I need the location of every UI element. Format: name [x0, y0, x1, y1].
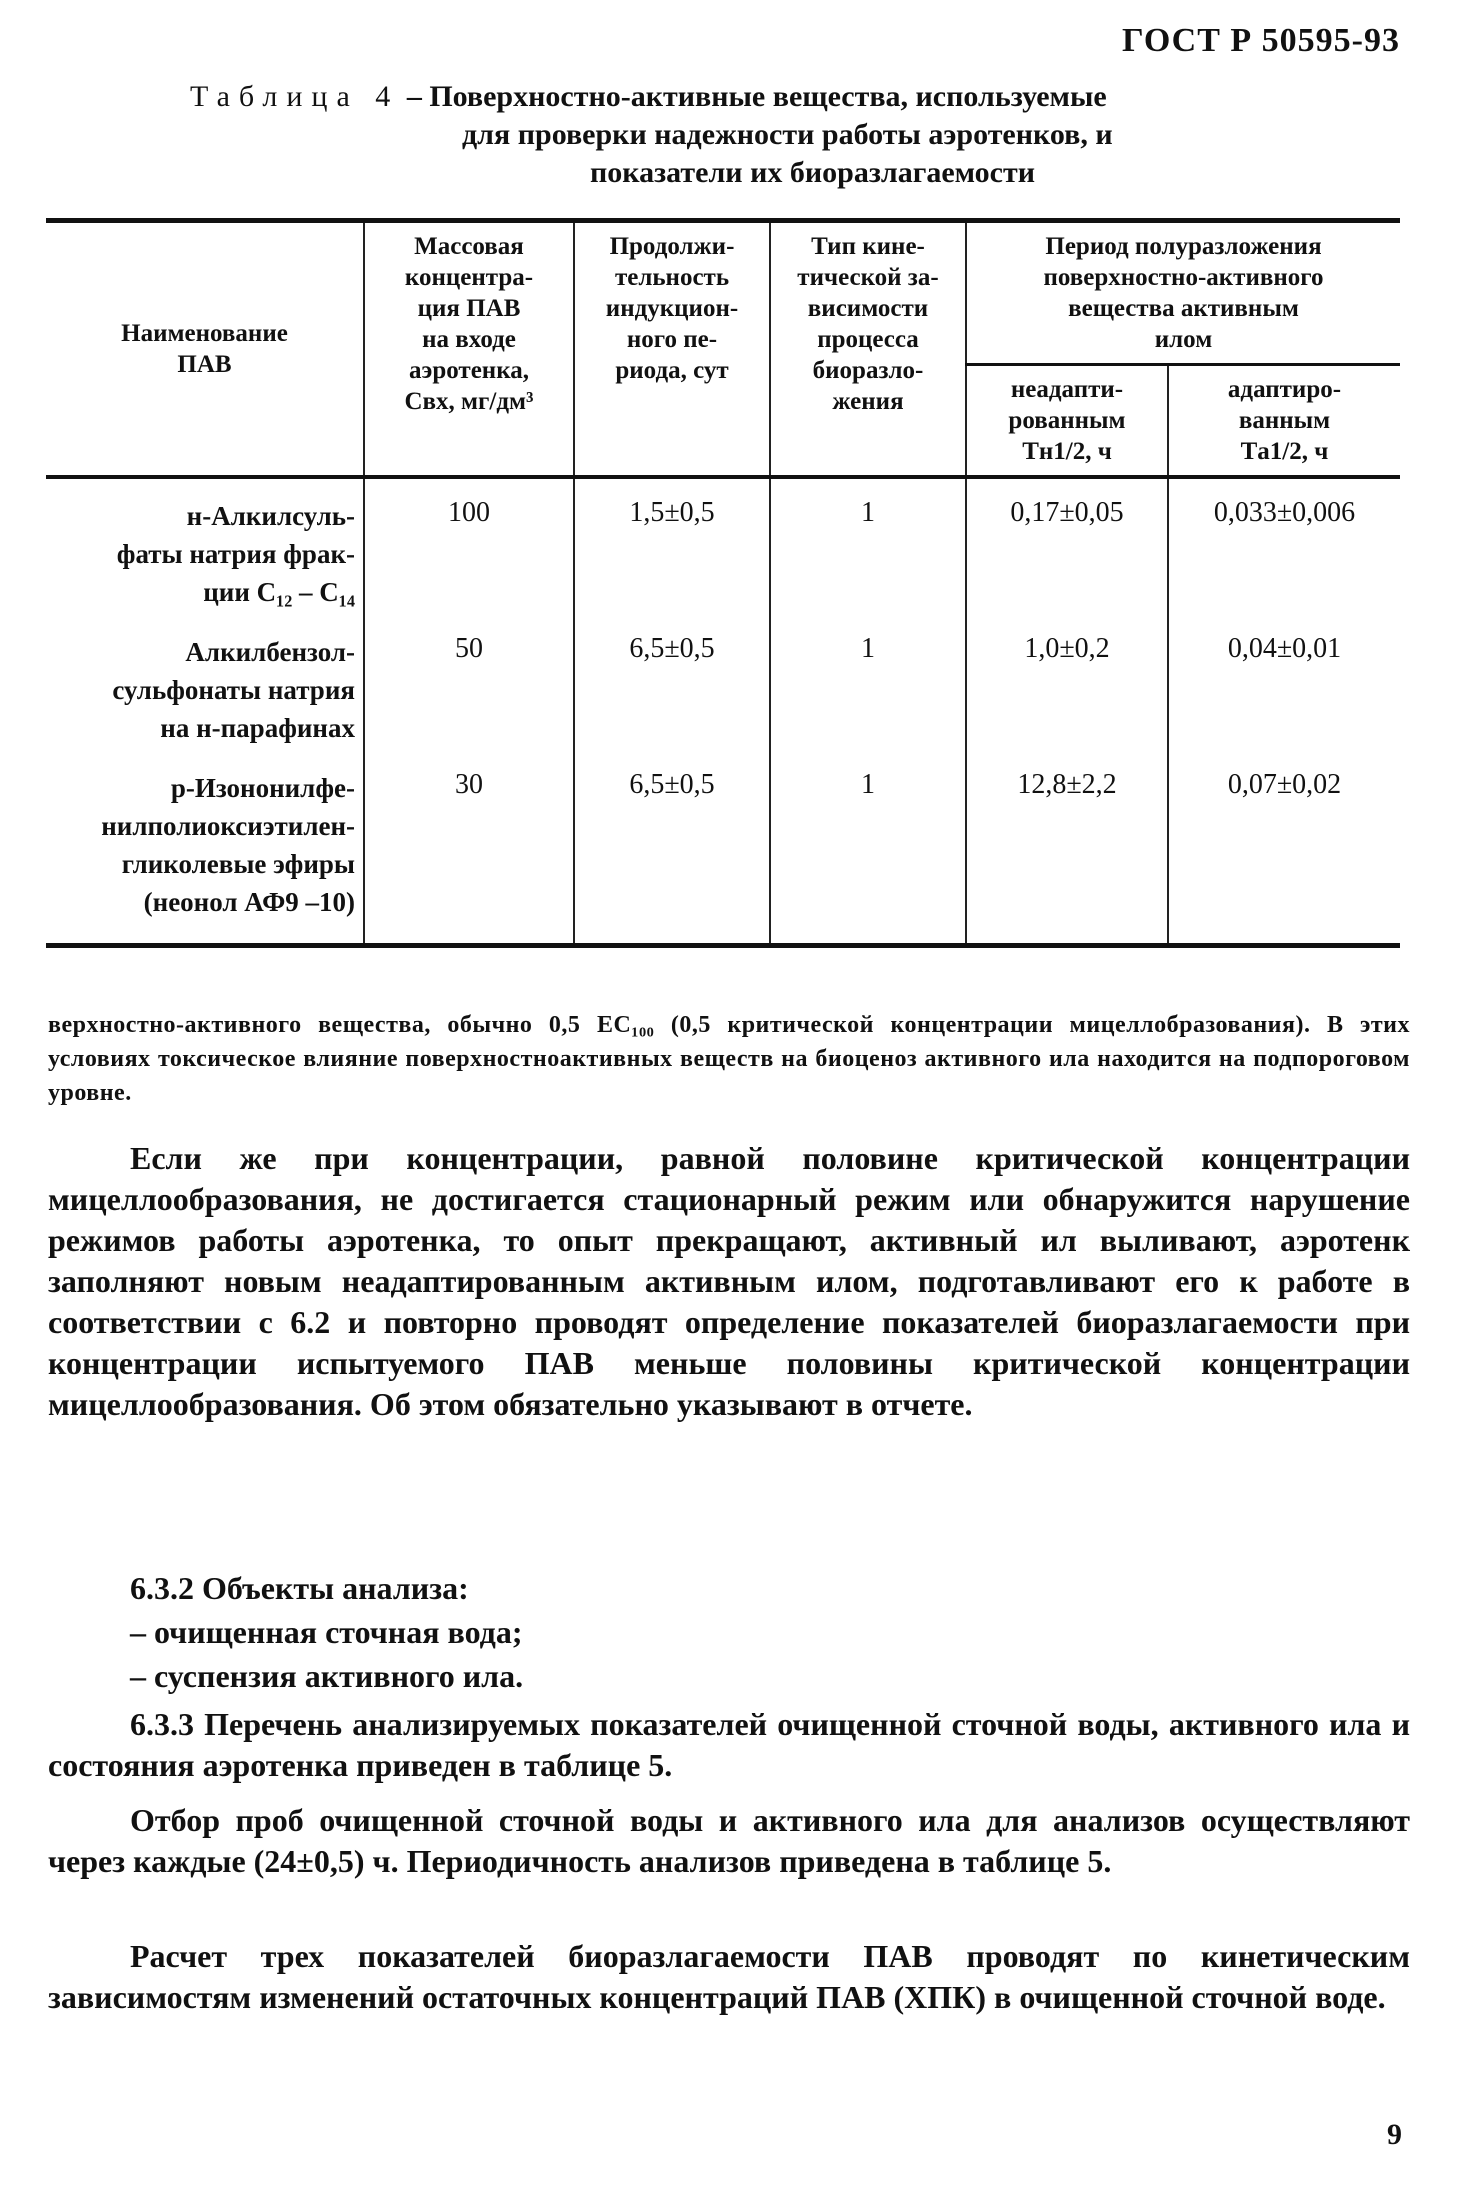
cell-concentration: 100: [364, 477, 574, 615]
document-code: ГОСТ Р 50595-93: [1122, 22, 1400, 59]
table-row: [46, 751, 1400, 946]
header-kinetic-type: Тип кине- тической за- висимости процесса биоразло- жения: [770, 221, 966, 478]
table-caption-line-1: [190, 78, 1250, 116]
sampling-paragraph: Отбор проб очищенной сточной воды и активного ила для анализов осуществляют через каждые (24±0,5) ч. Периодичность анализов приведена в таблице 5.: [48, 1802, 1410, 1879]
header-concentration: Массовая концентра- ция ПАВ на входе аэротенка, Cвх, мг/дм³: [364, 221, 574, 478]
header-half-life: Период полуразложения поверхностно-активного вещества активным илом: [966, 221, 1400, 365]
cell-kinetic-type: 1: [770, 615, 966, 751]
list-item: – очищенная сточная вода;: [130, 1614, 523, 1650]
continuation-paragraph: верхностно-активного вещества, обычно 0,5 EC₁₀₀ (0,5 критической концентрации мицеллобразования). В этих условиях токсическое влияние поверхностноактивных веществ на биоценоз активного ила находится на подпороговом уровне.: [48, 1012, 1410, 1106]
header-non-adapted: неадапти- рованным Tн1/2, ч: [966, 365, 1168, 478]
table-caption: [190, 78, 1250, 192]
cell-name: н-Алкилсуль- фаты натрия фрак- ции C₁₂ – C₁₄: [46, 477, 364, 615]
table-caption-title: – Поверхностно-активные вещества, используемые: [399, 80, 1107, 113]
cell-non-adapted: 12,8±2,2: [966, 751, 1168, 946]
table-caption-label: Таблица 4: [190, 80, 400, 113]
cell-non-adapted: 1,0±0,2: [966, 615, 1168, 751]
cell-adapted: 0,04±0,01: [1168, 615, 1400, 751]
table-row: [46, 615, 1400, 751]
cell-name: Алкилбензол- сульфонаты натрия на н-парафинах: [46, 615, 364, 751]
list-item: – суспензия активного ила.: [130, 1658, 524, 1694]
page-number: 9: [1387, 2118, 1402, 2151]
cell-name: р-Изононилфе- нилполиоксиэтилен- гликолевые эфиры (неонол АФ9 –10): [46, 751, 364, 946]
table-caption-line-3: показатели их биоразлагаемости: [590, 156, 1036, 189]
table-caption-line-2: для проверки надежности работы аэротенков, и: [462, 118, 1113, 151]
cell-adapted: 0,07±0,02: [1168, 751, 1400, 946]
section-6-3-3-paragraph: 6.3.3 Перечень анализируемых показателей очищенной сточной воды, активного ила и состояния аэротенка приведен в таблице 5.: [48, 1706, 1410, 1783]
calculation-paragraph: Расчет трех показателей биоразлагаемости ПАВ проводят по кинетическим зависимостям изменений остаточных концентраций ПАВ (ХПК) в очищенной сточной воде.: [48, 1938, 1410, 2015]
cell-adapted: 0,033±0,006: [1168, 477, 1400, 615]
cell-duration: 6,5±0,5: [574, 751, 770, 946]
cell-kinetic-type: 1: [770, 477, 966, 615]
table-row: [46, 477, 1400, 615]
header-duration: Продолжи- тельность индукцион- ного пе- риода, сут: [574, 221, 770, 478]
cell-duration: 6,5±0,5: [574, 615, 770, 751]
table-header-row: [46, 221, 1400, 365]
cell-concentration: 30: [364, 751, 574, 946]
cell-kinetic-type: 1: [770, 751, 966, 946]
header-adapted: адаптиро- ванным Tа1/2, ч: [1168, 365, 1400, 478]
cell-concentration: 50: [364, 615, 574, 751]
surfactant-table: [46, 218, 1400, 948]
cell-non-adapted: 0,17±0,05: [966, 477, 1168, 615]
header-name: Наименование ПАВ: [46, 221, 364, 478]
paragraph-experiment-stop: Если же при концентрации, равной половине критической концентрации мицеллообразования, не достигается стационарный режим или обнаружится нарушение режимов работы аэротенка, то опыт прекращают, активный ил выливают, аэротенк заполняют новым неадаптированным активным илом, подготавливают его к работе в соответствии с 6.2 и повторно проводят определение показателей биоразлагаемости при концентрации испытуемого ПАВ меньше половины критической концентрации мицеллообразования. Об этом обязательно указывают в отчете.: [48, 1140, 1410, 1422]
cell-duration: 1,5±0,5: [574, 477, 770, 615]
section-6-3-2-heading: 6.3.2 Объекты анализа:: [130, 1570, 469, 1606]
